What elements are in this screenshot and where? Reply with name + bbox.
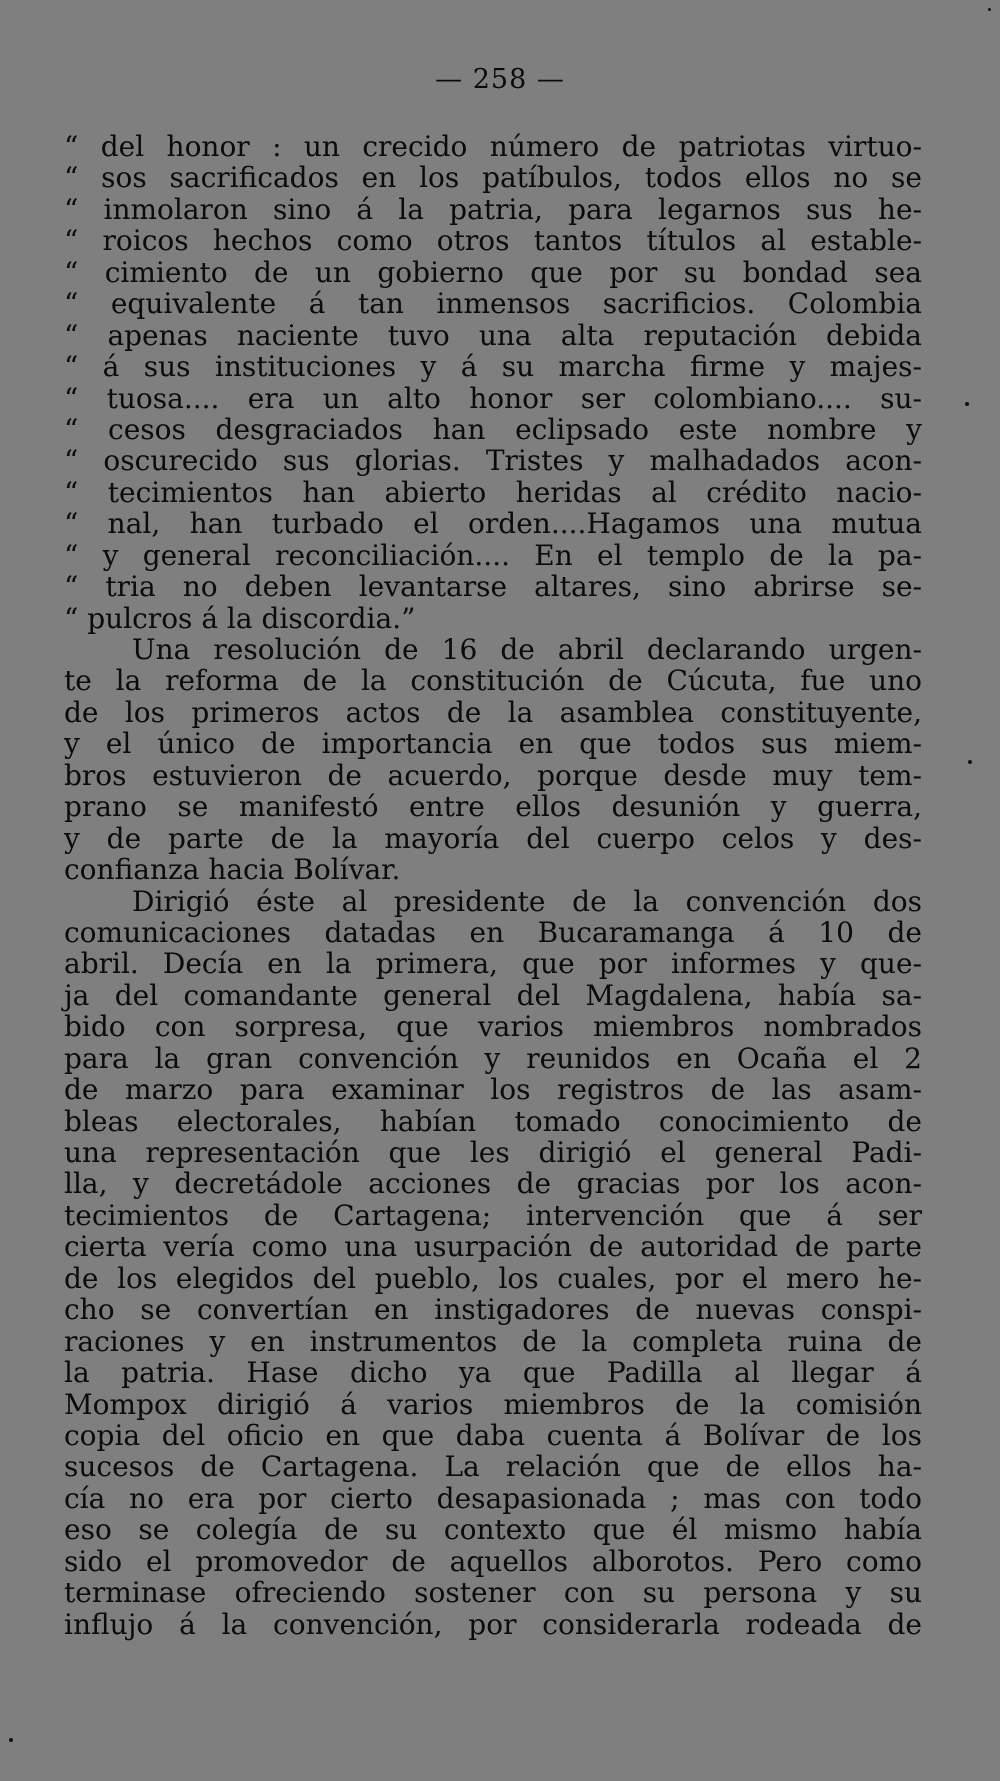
text-line: “ tuosa.... era un alto honor ser colombiano.... su- bbox=[64, 381, 922, 415]
text-line: ja del comandante general del Magdalena, había sa- bbox=[64, 978, 922, 1012]
scan-speck bbox=[965, 402, 969, 406]
text-line: “ á sus instituciones y á su marcha firme y majes- bbox=[64, 350, 922, 384]
text-line: para la gran convención y reunidos en Ocaña el 2 bbox=[64, 1041, 922, 1075]
text-line: “ tria no deben levantarse altares, sino abrirse se- bbox=[64, 570, 922, 604]
text-line: tecimientos de Cartagena; intervención que á ser bbox=[64, 1198, 922, 1232]
scan-speck bbox=[968, 760, 972, 764]
page-number: — 258 — bbox=[435, 64, 565, 95]
text-line: cho se convertían en instigadores de nuevas conspi- bbox=[64, 1293, 922, 1327]
text-line: de marzo para examinar los registros de las asam- bbox=[64, 1073, 922, 1107]
text-line: “ del honor : un crecido número de patriotas virtuo- bbox=[64, 130, 922, 163]
text-line: cía no era por cierto desapasionada ; mas con todo bbox=[64, 1481, 922, 1515]
text-line: “ roicos hechos como otros tantos títulos al estable- bbox=[64, 224, 922, 258]
text-line: de los primeros actos de la asamblea constituyente, bbox=[64, 695, 922, 729]
text-line: “ cimiento de un gobierno que por su bondad sea bbox=[64, 255, 922, 289]
text-line: confianza hacia Bolívar. bbox=[64, 853, 401, 887]
text-line: sido el promovedor de aquellos alborotos. Pero como bbox=[64, 1544, 922, 1578]
text-line: cierta vería como una usurpación de autoridad de parte bbox=[64, 1230, 922, 1264]
text-line: bido con sorpresa, que varios miembros nombrados bbox=[64, 1010, 922, 1044]
text-line: “ inmolaron sino á la patria, para legarnos sus he- bbox=[64, 192, 922, 226]
text-line: bros estuvieron de acuerdo, porque desde muy tem- bbox=[64, 758, 922, 792]
text-line: terminase ofreciendo sostener con su persona y su bbox=[64, 1576, 922, 1610]
text-line: te la reforma de la constitución de Cúcuta, fue uno bbox=[64, 664, 922, 698]
text-line: lla, y decretádole acciones de gracias por los acon- bbox=[64, 1167, 922, 1201]
text-line: abril. Decía en la primera, que por informes y que- bbox=[64, 947, 922, 981]
text-line: Mompox dirigió á varios miembros de la comisión bbox=[64, 1387, 922, 1421]
text-line: raciones y en instrumentos de la completa ruina de bbox=[64, 1324, 922, 1358]
text-line: copia del oficio en que daba cuenta á Bolívar de los bbox=[64, 1418, 922, 1452]
text-line: sucesos de Cartagena. La relación que de ellos ha- bbox=[64, 1450, 922, 1484]
paragraph-start: Dirigió éste al presidente de la convención dos bbox=[132, 884, 922, 918]
text-line: la patria. Hase dicho ya que Padilla al llegar á bbox=[64, 1356, 922, 1390]
text-line: “ tecimientos han abierto heridas al crédito nacio- bbox=[64, 475, 922, 509]
text-line: influjo á la convención, por considerarla rodeada de bbox=[64, 1607, 922, 1641]
text-line: y de parte de la mayoría del cuerpo celos y des- bbox=[64, 821, 922, 855]
text-line: “ oscurecido sus glorias. Tristes y malhadados acon- bbox=[64, 444, 922, 478]
text-line: “ nal, han turbado el orden....Hagamos una mutua bbox=[64, 507, 922, 541]
paragraph-start: Una resolución de 16 de abril declarando urgen- bbox=[132, 633, 922, 666]
text-line: “ pulcros á la discordia.” bbox=[64, 601, 416, 635]
text-line: una representación que les dirigió el general Padi- bbox=[64, 1136, 922, 1169]
text-line: bleas electorales, habían tomado conocimiento de bbox=[64, 1104, 922, 1138]
text-line: de los elegidos del pueblo, los cuales, por el mero he- bbox=[64, 1261, 922, 1295]
text-line: y el único de importancia en que todos sus miem- bbox=[64, 727, 922, 761]
text-line: “ y general reconciliación.... En el templo de la pa- bbox=[64, 538, 922, 572]
scan-speck bbox=[988, 8, 991, 11]
text-line: “ equivalente á tan inmensos sacrificios. Colombia bbox=[64, 287, 922, 321]
text-line: “ cesos desgraciados han eclipsado este nombre y bbox=[64, 412, 922, 446]
text-line: “ apenas naciente tuvo una alta reputación debida bbox=[64, 318, 922, 352]
text-line: prano se manifestó entre ellos desunión y guerra, bbox=[64, 790, 922, 824]
text-line: “ sos sacrificados en los patíbulos, todos ellos no se bbox=[64, 161, 922, 195]
body-text bbox=[64, 131, 922, 1640]
text-line: eso se colegía de su contexto que él mismo había bbox=[64, 1513, 922, 1547]
text-line: comunicaciones datadas en Bucaramanga á 10 de bbox=[64, 915, 922, 949]
scan-speck bbox=[9, 1738, 13, 1742]
